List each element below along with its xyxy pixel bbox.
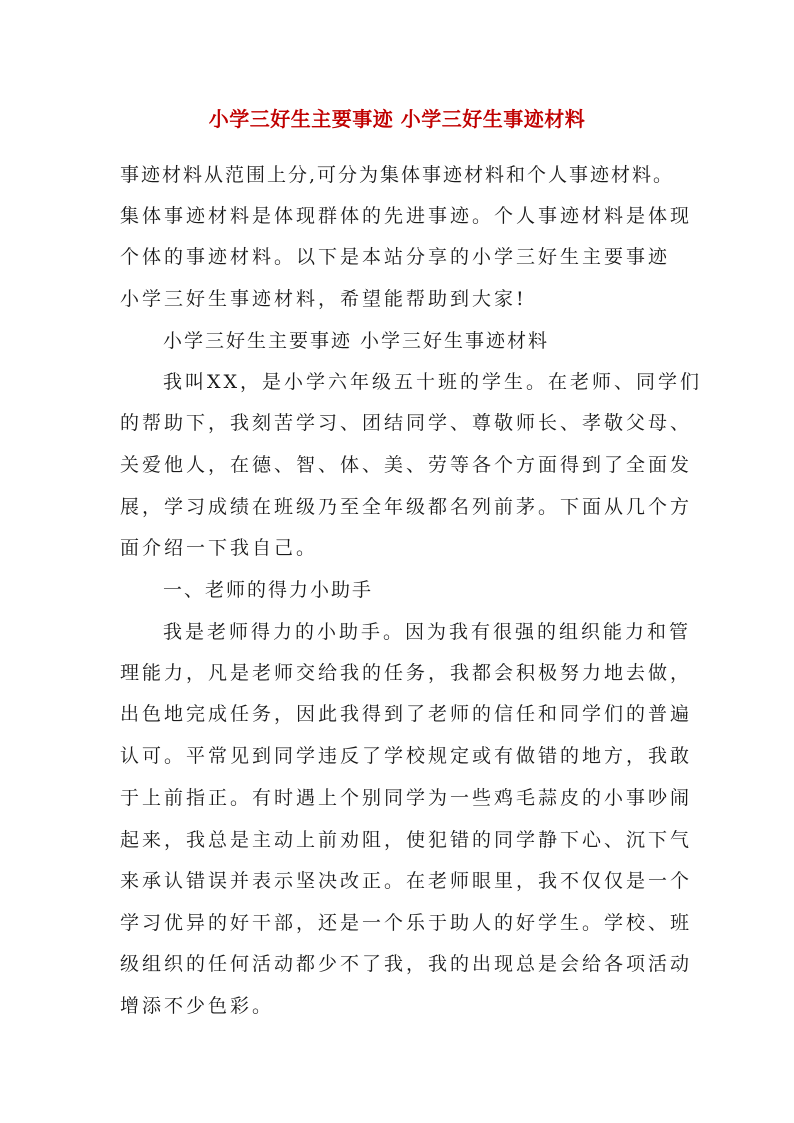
paragraph-line: 我是老师得力的小助手。因为我有很强的组织能力和管 — [163, 621, 692, 643]
paragraph-line: 事迹材料从范围上分,可分为集体事迹材料和个人事迹材料。 — [120, 164, 675, 186]
paragraph-line: 集体事迹材料是体现群体的先进事迹。个人事迹材料是体现 — [120, 205, 693, 227]
paragraph-line: 认可。平常见到同学违反了学校规定或有做错的地方，我敢 — [120, 745, 693, 767]
paragraph-line: 展，学习成绩在班级乃至全年级都名列前茅。下面从几个方 — [120, 496, 693, 518]
paragraph-line: 来承认错误并表示坚决改正。在老师眼里，我不仅仅是一个 — [120, 870, 693, 892]
paragraph-line: 小学三好生事迹材料，希望能帮助到大家! — [120, 288, 527, 310]
section-heading: 一、老师的得力小助手 — [163, 579, 374, 601]
paragraph-line: 关爱他人，在德、智、体、美、劳等各个方面得到了全面发 — [120, 454, 693, 476]
paragraph-line: 我叫XX，是小学六年级五十班的学生。在老师、同学们 — [163, 371, 703, 393]
paragraph-line: 面介绍一下我自己。 — [120, 537, 319, 559]
paragraph-line: 增添不少色彩。 — [120, 995, 275, 1017]
paragraph-line: 理能力，凡是老师交给我的任务，我都会积极努力地去做， — [120, 662, 693, 684]
document-title: 小学三好生主要事迹 小学三好生事迹材料 — [208, 107, 586, 131]
paragraph-line: 于上前指正。有时遇上个别同学为一些鸡毛蒜皮的小事吵闹 — [120, 787, 693, 809]
paragraph-line: 的帮助下，我刻苦学习、团结同学、尊敬师长、孝敬父母、 — [120, 412, 693, 434]
paragraph-line: 起来，我总是主动上前劝阻，使犯错的同学静下心、沉下气 — [120, 829, 693, 851]
paragraph-line: 级组织的任何活动都少不了我，我的出现总是会给各项活动 — [120, 953, 693, 975]
paragraph-line: 个体的事迹材料。以下是本站分享的小学三好生主要事迹 — [120, 246, 671, 268]
paragraph-line: 出色地完成任务，因此我得到了老师的信任和同学们的普遍 — [120, 703, 693, 725]
section-heading: 小学三好生主要事迹 小学三好生事迹材料 — [163, 330, 550, 352]
paragraph-line: 学习优异的好干部，还是一个乐于助人的好学生。学校、班 — [120, 912, 693, 934]
